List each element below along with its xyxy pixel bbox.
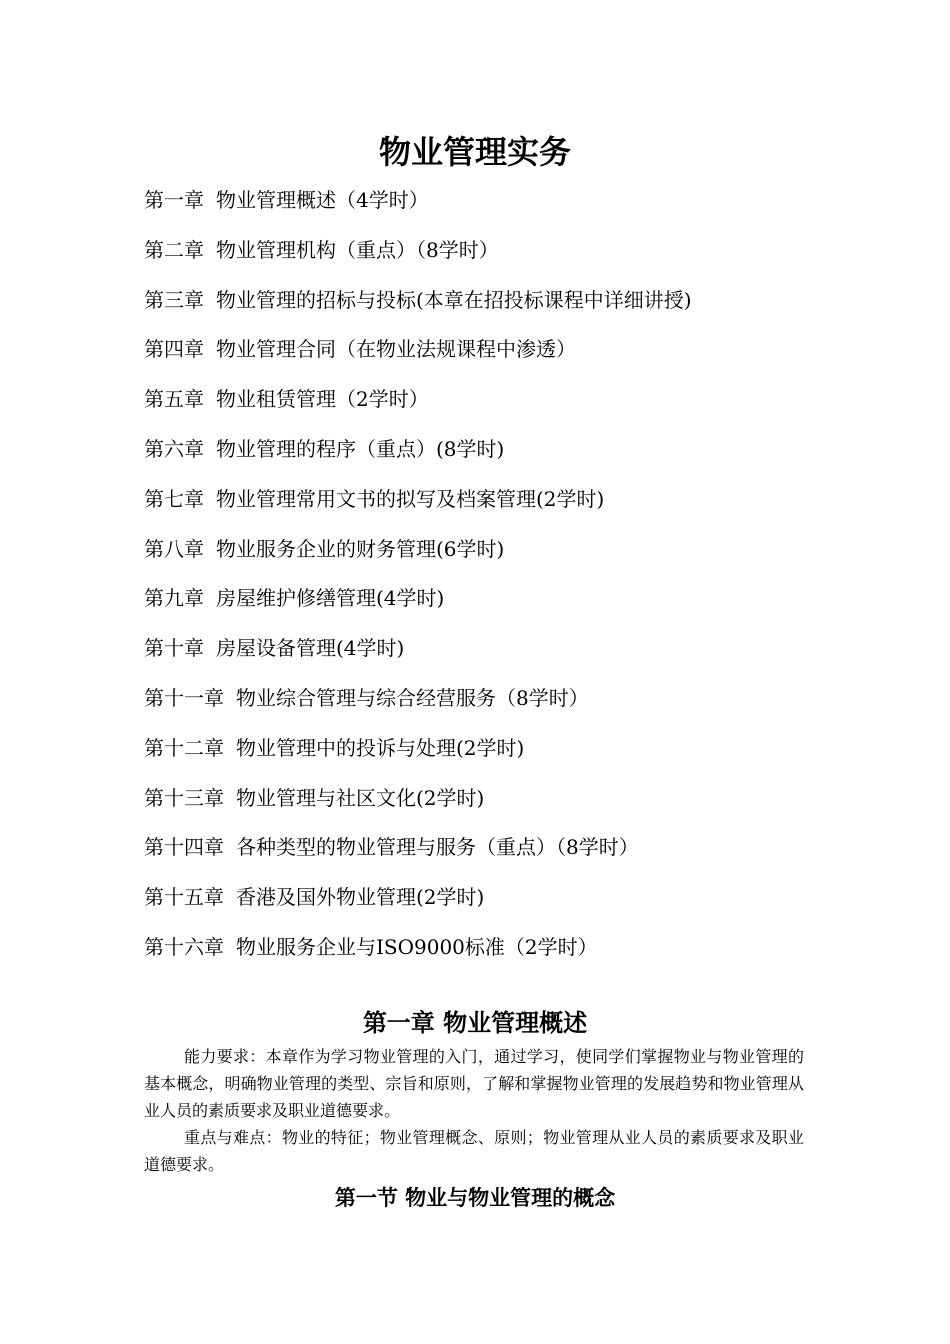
ability-requirements-paragraph: 能力要求：本章作为学习物业管理的入门，通过学习，使同学们掌握物业与物业管理的基本概念，明确物业管理的类型、宗旨和原则，了解和掌握物业管理的发展趋势和物业管理从业人员的素质要求及职业道德要求。 [144,1047,804,1120]
toc-chapter-number: 第十章 [144,636,204,661]
toc-chapter-number: 第十三章 [144,785,224,810]
toc-item [144,382,844,432]
toc-item [144,482,844,532]
toc-item [144,681,844,731]
toc-chapter-title: 房屋设备管理(4学时) [216,636,405,661]
toc-chapter-title: 物业管理中的投诉与处理(2学时) [236,735,525,760]
toc-item [144,332,844,382]
toc-item [144,731,844,781]
toc-item [144,880,844,930]
toc-chapter-title: 物业管理常用文书的拟写及档案管理(2学时) [216,486,605,511]
chapter-heading: 第一章 物业管理概述 [362,1009,588,1037]
toc-chapter-number: 第十四章 [144,835,224,860]
toc-chapter-title: 物业综合管理与综合经营服务（8学时） [236,685,589,710]
toc-chapter-number: 第二章 [144,237,204,262]
toc-chapter-number: 第十五章 [144,885,224,910]
toc-chapter-number: 第三章 [144,287,204,312]
toc-chapter-title: 物业管理概述（4学时） [216,188,429,212]
toc-item [144,432,844,482]
toc-item [144,283,844,333]
section-heading: 第一节 物业与物业管理的概念 [334,1186,616,1210]
toc-chapter-number: 第十一章 [144,685,224,710]
toc-chapter-title: 各种类型的物业管理与服务（重点）（8学时） [236,835,639,860]
toc-chapter-title: 房屋维护修缮管理(4学时) [216,586,445,611]
toc-chapter-title: 物业管理合同（在物业法规课程中渗透） [216,337,576,362]
toc-chapter-title: 物业管理的程序（重点）(8学时) [216,436,505,461]
toc-chapter-number: 第七章 [144,486,204,511]
toc-chapter-number: 第九章 [144,586,204,611]
toc-chapter-title: 物业服务企业的财务管理(6学时) [216,536,505,561]
toc-chapter-title: 香港及国外物业管理(2学时) [236,885,485,910]
toc-chapter-number: 第十二章 [144,735,224,760]
toc-chapter-title: 物业管理与社区文化(2学时) [236,785,485,810]
toc-item [144,233,844,283]
toc-item [144,532,844,582]
key-points-paragraph: 重点与难点：物业的特征；物业管理概念、原则；物业管理从业人员的素质要求及职业道德要求。 [144,1128,804,1174]
toc-chapter-number: 第八章 [144,536,204,561]
toc-item [144,930,844,980]
table-of-contents [144,183,844,980]
chapter-intro [144,1043,804,1178]
toc-chapter-title: 物业管理机构（重点）（8学时） [216,237,499,262]
toc-chapter-number: 第四章 [144,337,204,362]
document-title: 物业管理实务 [378,133,571,171]
toc-chapter-number: 第五章 [144,387,204,412]
toc-chapter-title: 物业租赁管理（2学时） [216,387,429,412]
toc-chapter-number: 第六章 [144,436,204,461]
toc-chapter-number: 第一章 [144,188,204,212]
toc-chapter-number: 第十六章 [144,934,224,959]
toc-item [144,631,844,681]
toc-chapter-title: 物业管理的招标与投标(本章在招投标课程中详细讲授) [216,287,692,312]
toc-item [144,183,844,233]
toc-item [144,830,844,880]
toc-item [144,781,844,831]
toc-item [144,581,844,631]
toc-chapter-title: 物业服务企业与ISO9000标准（2学时） [236,934,598,959]
